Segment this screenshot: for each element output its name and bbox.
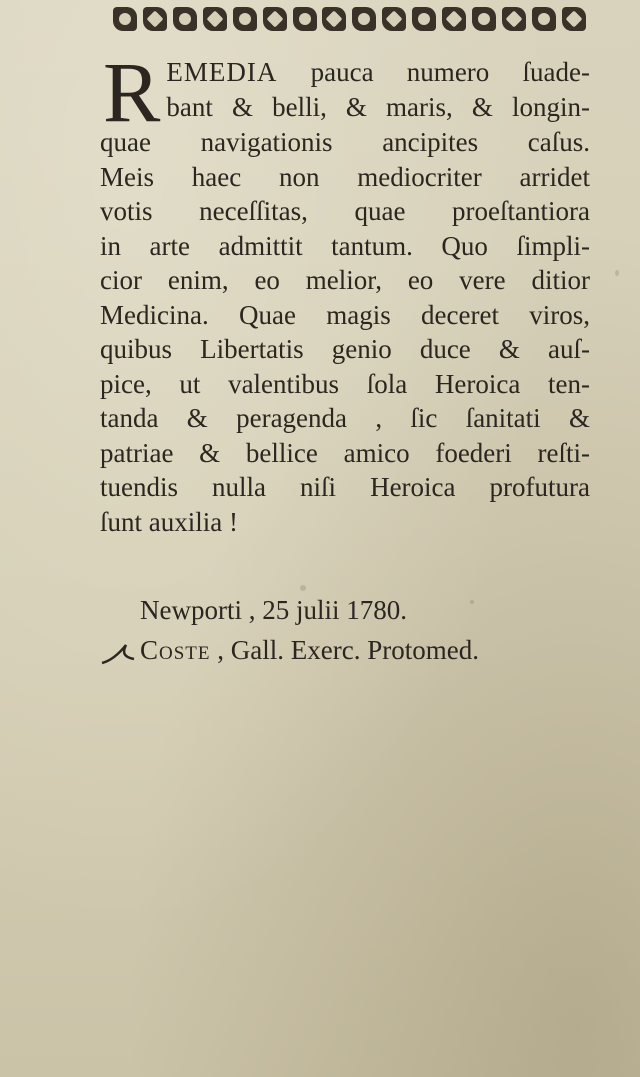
text-line: tuendis nulla niſi Heroica profutura bbox=[100, 472, 590, 502]
body-paragraph bbox=[100, 44, 590, 539]
text-line: quibus Libertatis genio duce & auſ- bbox=[100, 334, 590, 364]
ink-spot bbox=[470, 600, 474, 604]
fleuron-ornament-icon bbox=[472, 7, 496, 31]
author-line bbox=[100, 630, 590, 670]
fleuron-ornament-icon bbox=[203, 7, 227, 31]
pen-flourish-icon bbox=[100, 635, 136, 665]
text-line: Meis haec non mediocriter arridet bbox=[100, 161, 590, 192]
fleuron-ornament-icon bbox=[382, 7, 406, 31]
text-line: cior enim, eo melior, eo vere ditior bbox=[100, 265, 590, 295]
ink-spot bbox=[300, 585, 306, 591]
drop-cap: R bbox=[103, 44, 161, 140]
fleuron-ornament-icon bbox=[263, 7, 287, 31]
fleuron-ornament-icon bbox=[352, 7, 376, 31]
signature-block bbox=[140, 590, 590, 670]
text-line: votis neceſſitas, quae proeſtantiora bbox=[100, 196, 590, 226]
fleuron-ornament-icon bbox=[532, 7, 556, 31]
fleuron-ornament-icon bbox=[562, 7, 586, 31]
fleuron-ornament-icon bbox=[293, 7, 317, 31]
fleuron-ornament-icon bbox=[322, 7, 346, 31]
fleuron-ornament-icon bbox=[233, 7, 257, 31]
text-line-rest: pauca numero ſuade- bbox=[277, 57, 590, 87]
fleuron-ornament-icon bbox=[502, 7, 526, 31]
fleuron-ornament-icon bbox=[412, 7, 436, 31]
author-title: , Gall. Exerc. Protomed. bbox=[210, 635, 479, 665]
text-line: bant & belli, & maris, & longin- bbox=[166, 91, 590, 122]
text-line: tanda & peragenda , ſic ſanitati & bbox=[100, 403, 590, 433]
ornament-band bbox=[113, 4, 586, 34]
text-line: quae navigationis ancipites caſus. bbox=[100, 127, 590, 157]
author-name: Coste bbox=[140, 635, 211, 665]
fleuron-ornament-icon bbox=[113, 7, 137, 31]
text-line: Medicina. Quae magis deceret viros, bbox=[100, 299, 590, 330]
place-date: Newporti , 25 julii 1780. bbox=[140, 595, 407, 625]
text-line bbox=[100, 55, 590, 90]
text-line-last: ſunt auxilia ! bbox=[100, 506, 238, 537]
text-line-lead: EMEDIA bbox=[166, 57, 278, 87]
text-line: pice, ut valentibus ſola Heroica ten- bbox=[100, 368, 590, 399]
fleuron-ornament-icon bbox=[173, 7, 197, 31]
text-line: patriae & bellice amico foederi reſti- bbox=[100, 437, 590, 468]
fleuron-ornament-icon bbox=[143, 7, 167, 31]
fleuron-ornament-icon bbox=[442, 7, 466, 31]
ink-spot bbox=[615, 270, 619, 276]
text-line: in arte admittit tantum. Quo ſimpli- bbox=[100, 230, 590, 261]
